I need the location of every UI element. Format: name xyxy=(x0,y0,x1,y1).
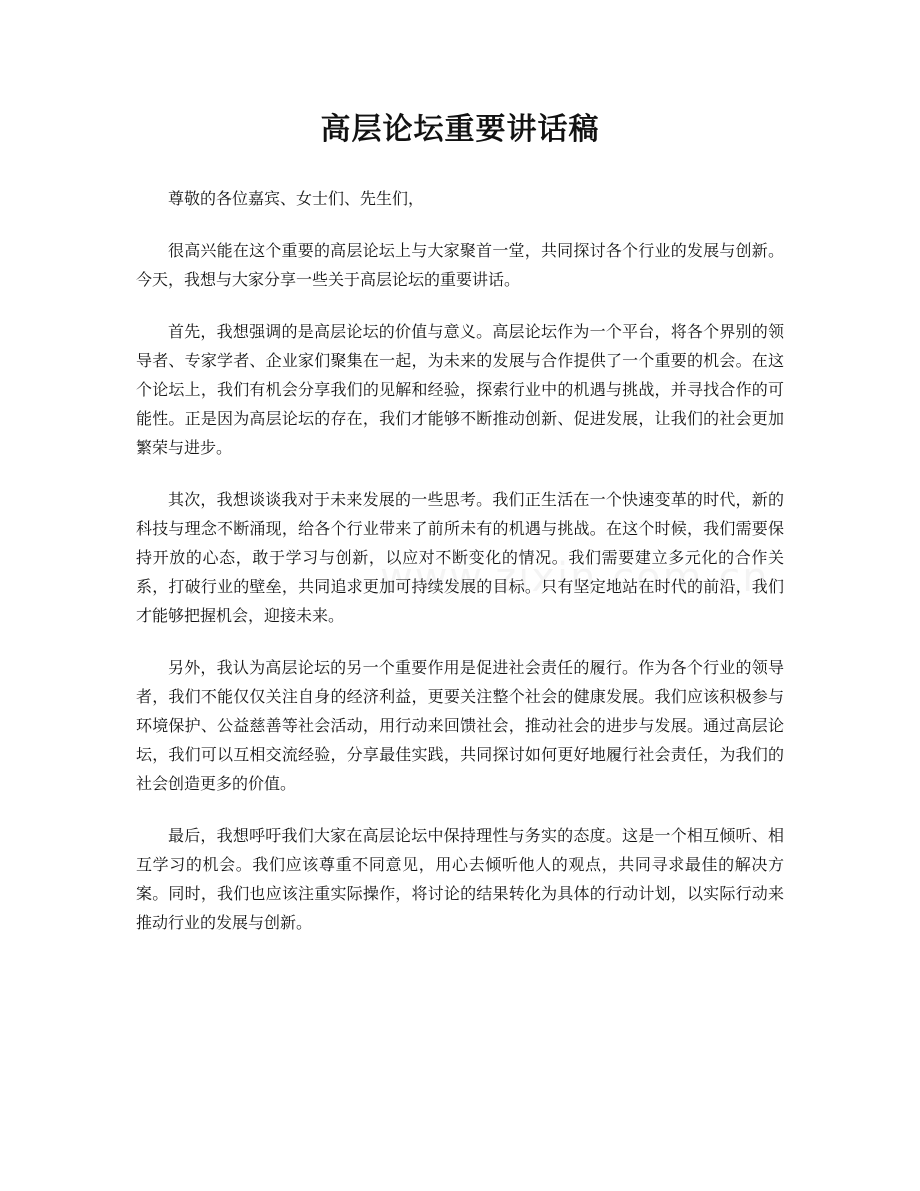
greeting-paragraph: 尊敬的各位嘉宾、女士们、先生们， xyxy=(168,189,425,208)
body-paragraph-responsibility: 另外，我认为高层论坛的另一个重要作用是促进社会责任的履行。作为各个行业的领导者，我们不能仅仅关注自身的经济利益，更要关注整个社会的健康发展。我们应该积极参与环境保护、公益慈善等社会活动，用行动来回馈社会，推动社会的进步与发展。通过高层论坛，我们可以互相交流经验，分享最佳实践，共同探讨如何更好地履行社会责任，为我们的社会创造更多的价值。 xyxy=(136,658,784,793)
body-paragraph-future: 其次，我想谈谈我对于未来发展的一些思考。我们正生活在一个快速变革的时代，新的科技与理念不断涌现，给各个行业带来了前所未有的机遇与挑战。在这个时候，我们需要保持开放的心态，敢于学习与创新，以应对不断变化的情况。我们需要建立多元化的合作关系，打破行业的壁垒，共同追求更加可持续发展的目标。只有坚定地站在时代的前沿，我们才能够把握机会，迎接未来。 xyxy=(136,490,784,625)
intro-paragraph: 很高兴能在这个重要的高层论坛上与大家聚首一堂，共同探讨各个行业的发展与创新。今天，我想与大家分享一些关于高层论坛的重要讲话。 xyxy=(136,241,784,289)
closing-paragraph: 最后，我想呼吁我们大家在高层论坛中保持理性与务实的态度。这是一个相互倾听、相互学习的机会。我们应该尊重不同意见，用心去倾听他人的观点，共同寻求最佳的解决方案。同时，我们也应该注重实际操作，将讨论的结果转化为具体的行动计划，以实际行动来推动行业的发展与创新。 xyxy=(136,826,784,932)
document-title: 高层论坛重要讲话稿 xyxy=(320,112,600,147)
body-paragraph-value: 首先，我想强调的是高层论坛的价值与意义。高层论坛作为一个平台，将各个界别的领导者、专家学者、企业家们聚集在一起，为未来的发展与合作提供了一个重要的机会。在这个论坛上，我们有机会分享我们的见解和经验，探索行业中的机遇与挑战，并寻找合作的可能性。正是因为高层论坛的存在，我们才能够不断推动创新、促进发展，让我们的社会更加繁荣与进步。 xyxy=(136,322,784,457)
